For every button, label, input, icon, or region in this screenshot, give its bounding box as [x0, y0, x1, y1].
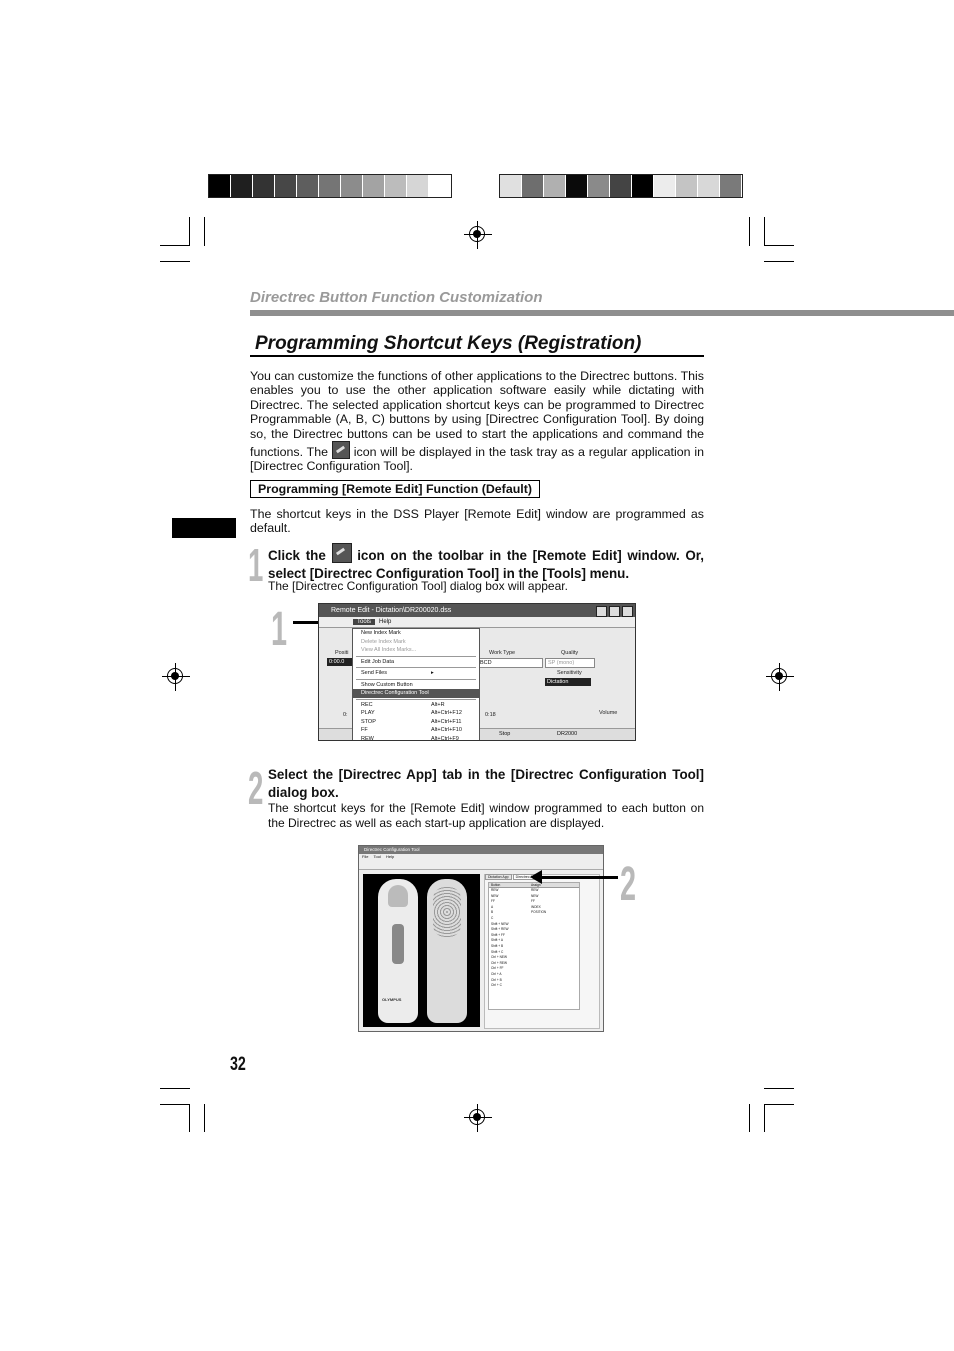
color-swatch [654, 175, 676, 197]
list-item[interactable]: NEW NEW [491, 893, 539, 898]
step-2-heading: Select the [Directrec App] tab in the [Directrec Configuration Tool] dialog box. [268, 767, 704, 800]
menu-item[interactable]: Directrec Configuration Tool [353, 689, 479, 698]
menu-help[interactable]: Help [379, 619, 392, 625]
menu-item[interactable]: New Index Mark [361, 630, 401, 636]
list-item[interactable]: Shift + C [491, 949, 504, 954]
crop-mark [764, 1104, 765, 1132]
list-item[interactable]: Ctrl + NEW [491, 955, 508, 960]
color-bar-left [208, 174, 452, 198]
registration-mark-icon [771, 668, 787, 684]
page-title: Programming Shortcut Keys (Registration) [255, 333, 642, 354]
menu-separator [356, 667, 476, 668]
toolbar [359, 860, 603, 870]
section-label: Directrec Button Function Customization [250, 289, 543, 306]
crop-mark [764, 1088, 794, 1089]
maximize-button[interactable] [609, 606, 620, 617]
menu-item[interactable]: FF Alt+Ctrl+F10 [361, 727, 462, 733]
sensitivity-label: Sensitivity [557, 670, 582, 676]
list-header: Button Assign [489, 883, 579, 888]
crop-mark [160, 1104, 190, 1105]
work-type-label: Work Type [489, 650, 516, 656]
sensitivity-value[interactable]: Dictation [545, 678, 591, 686]
section-rule [250, 310, 954, 316]
color-swatch [544, 175, 566, 197]
color-swatch [429, 175, 451, 197]
menu-item[interactable]: PLAY Alt+Ctrl+F12 [361, 710, 462, 716]
work-type-select[interactable]: BCD [477, 658, 543, 668]
list-item[interactable]: B POSITION [491, 910, 547, 915]
list-item[interactable]: Ctrl + A [491, 971, 502, 976]
menu-file[interactable]: File [362, 854, 369, 859]
step-1-heading: Click the icon on the toolbar in the [Remote Edit] window. Or, select [Directrec Configuration Tool] in the [Tools] menu. [268, 543, 704, 583]
intro-text-1: You can customize the functions of other applications to the Directrec buttons. This enables you to use the other application software easily while dictating with Directrec. The selected application shortcut keys can be programmed to Directrec Programmable (A, B, C) buttons by using [Directrec Configuration Tool]. By doing so, the Directrec buttons can be used to start the applications and command the functions. The [250, 369, 704, 460]
crop-mark [204, 217, 205, 246]
color-swatch [341, 175, 363, 197]
status-model: DR2000 [557, 731, 578, 737]
subsection-text: The shortcut keys in the DSS Player [Remote Edit] window are programmed as default. [250, 507, 704, 536]
list-item[interactable]: C [491, 915, 494, 920]
list-item[interactable]: REW REW [491, 888, 539, 892]
menu-tools[interactable]: Tools [353, 619, 375, 625]
color-swatch [676, 175, 698, 197]
window-title: Remote Edit - Dictation\DR200020.dss [331, 607, 452, 614]
status-stop: Stop [499, 731, 511, 737]
registration-mark-icon [167, 668, 183, 684]
menu-separator [356, 699, 476, 700]
color-swatch [720, 175, 742, 197]
color-swatch [632, 175, 654, 197]
color-swatch [588, 175, 610, 197]
list-item[interactable]: Ctrl + C [491, 983, 502, 988]
crop-mark [764, 217, 765, 246]
position-value: 0:00.0 [327, 658, 353, 666]
directrec-back-image [427, 879, 467, 1023]
list-item[interactable]: Ctrl + FF [491, 966, 504, 971]
menu-item[interactable]: REW Alt+Ctrl+F9 [361, 735, 459, 741]
crop-mark [204, 1104, 205, 1132]
config-tool-window [358, 845, 604, 1032]
list-item[interactable]: Shift + A [491, 938, 503, 943]
crop-mark [764, 261, 794, 262]
crop-mark [160, 261, 190, 262]
brand-logo: OLYMPUS [382, 997, 402, 1002]
crop-mark [189, 217, 190, 246]
crop-mark [764, 1104, 794, 1105]
registration-mark-icon [469, 1109, 485, 1125]
list-item[interactable]: Shift + NEW [491, 921, 509, 926]
crop-mark [160, 245, 190, 246]
menu-item[interactable]: Delete Index Mark [361, 638, 406, 645]
menu-tool[interactable]: Tool [373, 854, 381, 859]
intro-paragraph [250, 369, 704, 474]
close-button[interactable] [622, 606, 633, 617]
tools-dropdown-menu [352, 628, 480, 741]
window-titlebar [319, 604, 635, 617]
menu-item[interactable]: Edit Job Data [361, 658, 395, 665]
shortcut-list[interactable] [488, 882, 580, 1010]
position-label: Positi [335, 650, 349, 656]
step-number: 2 [248, 762, 264, 814]
window-title: Directrec Configuration Tool [359, 846, 603, 854]
callout-number: 2 [620, 858, 637, 911]
time-label-b: 0:18 [485, 712, 496, 718]
subsection-title: Programming [Remote Edit] Function (Default) [250, 480, 540, 498]
color-swatch [209, 175, 231, 197]
volume-label: Volume [599, 710, 618, 716]
color-swatch [522, 175, 544, 197]
color-swatch [698, 175, 720, 197]
menu-item[interactable]: REC Alt+R [361, 701, 445, 708]
menu-separator [356, 656, 476, 657]
intro-text-2: icon will be displayed in the task tray as a regular application in [Directrec Configuration Tool]. [250, 445, 704, 474]
list-item[interactable]: Shift + REW [491, 927, 509, 932]
color-swatch [253, 175, 275, 197]
crop-mark [764, 245, 794, 246]
crop-mark [160, 1088, 190, 1089]
list-item[interactable]: FF FF [491, 899, 535, 904]
quality-label: Quality [561, 650, 579, 656]
color-swatch [275, 175, 297, 197]
menu-item[interactable]: Send Files ▸ [361, 670, 434, 676]
step-number: 1 [248, 539, 264, 591]
step-1-body: The [Directrec Configuration Tool] dialog box will appear. [268, 579, 568, 593]
crop-mark [749, 1104, 750, 1132]
registration-mark-icon [469, 226, 485, 242]
menu-item[interactable]: Show Custom Button [361, 681, 413, 688]
menu-help[interactable]: Help [385, 854, 395, 859]
list-item[interactable]: Ctrl + REW [491, 960, 508, 965]
crop-mark [189, 1104, 190, 1132]
step-2-body: The shortcut keys for the [Remote Edit] window programmed to each button on the Directrec as well as each start-up application are displayed. [268, 801, 704, 830]
directrec-config-icon [332, 441, 350, 459]
settings-panel [484, 874, 600, 1029]
minimize-button[interactable] [596, 606, 607, 617]
callout-number: 1 [271, 603, 288, 656]
remote-edit-window [318, 603, 636, 741]
quality-select[interactable]: SP (mono) [545, 658, 595, 668]
title-underline [250, 355, 704, 357]
menu-item[interactable]: View All Index Marks... [361, 647, 417, 653]
tab-directrec-app[interactable]: Directrec App [513, 874, 540, 880]
page-number: 32 [230, 1054, 246, 1075]
color-swatch [385, 175, 407, 197]
color-swatch [319, 175, 341, 197]
time-label-a: 0: [343, 712, 348, 718]
chapter-tab [172, 518, 236, 538]
color-bar-right [499, 174, 743, 198]
color-swatch [407, 175, 429, 197]
directrec-config-icon [332, 543, 352, 563]
list-item[interactable]: A INDEX [491, 904, 541, 909]
callout-arrow [540, 876, 618, 879]
crop-mark [749, 217, 750, 246]
color-swatch [566, 175, 588, 197]
menu-bar [319, 617, 635, 628]
tab-dictation-app[interactable]: Dictation App [485, 874, 512, 880]
menu-item[interactable]: STOP Alt+Ctrl+F11 [361, 718, 462, 725]
list-item[interactable]: Ctrl + B [491, 977, 502, 982]
color-swatch [297, 175, 319, 197]
color-swatch [500, 175, 522, 197]
list-item[interactable]: Shift + B [491, 943, 504, 948]
directrec-front-image [378, 879, 418, 1023]
color-swatch [610, 175, 632, 197]
color-swatch [231, 175, 253, 197]
color-swatch [363, 175, 385, 197]
directrec-image-panel [363, 874, 480, 1027]
menu-separator [356, 679, 476, 680]
list-item[interactable]: Shift + FF [491, 932, 505, 937]
